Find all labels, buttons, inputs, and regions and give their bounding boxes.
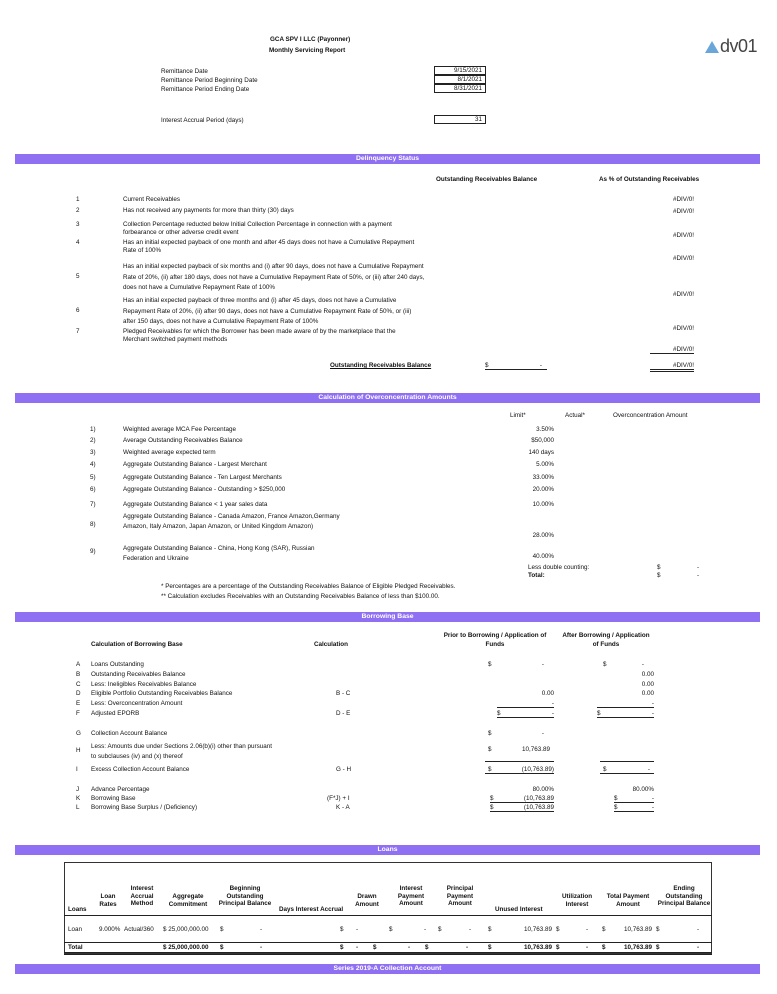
- overconc-row-limit: 40.00%: [532, 553, 554, 560]
- loans-col-principal-payment: Principal Payment Amount: [446, 885, 474, 907]
- bb-row-prior: (10,763.89): [521, 766, 554, 773]
- bb-row-prior: (10,763.89: [523, 804, 554, 811]
- delinquency-row-pct: #DIV/0!: [673, 325, 694, 332]
- bb-col-after-line1: After Borrowing / Application: [562, 632, 650, 639]
- loans-total-drawn: -: [356, 944, 359, 951]
- currency-symbol: $: [614, 795, 618, 802]
- overconc-row-limit: 10.00%: [532, 501, 554, 508]
- currency-symbol: $: [373, 944, 377, 951]
- loans-total-ending: -: [697, 944, 700, 951]
- overconc-row-number: 9): [90, 548, 96, 555]
- bb-row-after-cell: [614, 804, 654, 812]
- overconc-row-limit: 5.00%: [536, 461, 554, 468]
- bb-row-text: Outstanding Receivables Balance: [91, 671, 186, 678]
- currency-symbol: $: [488, 766, 492, 773]
- currency-symbol: $: [602, 926, 606, 933]
- loans-header-rule: [64, 915, 712, 916]
- loan-row-method: Actual/360: [124, 926, 154, 933]
- currency-symbol: $: [220, 944, 224, 951]
- loan-row-utilization: -: [586, 926, 589, 933]
- delinquency-row-pct: #DIV/0!: [650, 346, 694, 354]
- bb-row-calc: (F*J) + I: [327, 795, 350, 802]
- overconc-row-number: 1): [90, 426, 96, 433]
- loans-total-utilization: -: [586, 944, 589, 951]
- overconc-row-number: 2): [90, 437, 96, 444]
- bb-row-prior: 0.00: [541, 690, 554, 697]
- bb-row-prior: -: [541, 730, 544, 737]
- bb-row-after: -: [597, 700, 654, 708]
- bb-row-prior: -: [497, 700, 554, 708]
- bb-row-calc: B - C: [336, 690, 351, 697]
- overconc-row-number: 5): [90, 474, 96, 481]
- bb-row-text: Adjusted EPORB: [91, 710, 140, 717]
- bb-row-text: Less: Overconcentration Amount: [91, 700, 183, 707]
- bb-row-prior: (10,763.89: [523, 795, 554, 802]
- logo-text: dv01: [720, 36, 758, 56]
- bb-row-after-cell: [614, 795, 654, 803]
- delinquency-row-number: 5: [76, 273, 80, 280]
- period-begin-value: 8/1/2021: [434, 75, 486, 84]
- bb-row-after: -: [651, 710, 654, 717]
- delinquency-row-number: 3: [76, 221, 80, 228]
- currency-symbol: $: [490, 795, 494, 802]
- currency-symbol: $: [556, 944, 560, 951]
- delinquency-row-pct: #DIV/0!: [673, 208, 694, 215]
- delinquency-row-number: 1: [76, 196, 80, 203]
- currency-symbol: $: [497, 710, 501, 717]
- col-overconcentration-amount: Overconcentration Amount: [613, 412, 688, 419]
- loans-col-accrual-method: Interest Accrual Method: [130, 885, 154, 907]
- currency-symbol: $: [488, 746, 492, 753]
- overconc-row-limit: 3.50%: [536, 426, 554, 433]
- overconc-row-text: Weighted average MCA Fee Percentage: [123, 426, 236, 433]
- delinquency-col-percent: As % of Outstanding Receivables: [599, 176, 700, 183]
- remittance-date-value: 9/15/2021: [434, 66, 486, 75]
- delinquency-row-text: Pledged Receivables for which the Borrower has been made aware of by the marketplace that the Merchant switched payment methods: [123, 328, 396, 343]
- delinquency-row-number: 7: [76, 328, 80, 335]
- loans-total-name: Total: [68, 944, 83, 951]
- loans-table-frame: [64, 862, 712, 954]
- bb-row-text: Borrowing Base: [91, 795, 136, 802]
- loans-section-header: Loans: [15, 845, 760, 855]
- delinquency-row-number: 4: [76, 239, 80, 246]
- bb-row-after-cell: [600, 761, 654, 774]
- borrowing-base-section-header: Borrowing Base: [15, 612, 760, 622]
- col-limit: Limit*: [510, 412, 526, 419]
- currency-symbol: $: [485, 362, 489, 369]
- bb-row-after: 0.00: [641, 681, 654, 688]
- currency-symbol: $: [602, 944, 606, 951]
- bb-row-prior-cell: [497, 710, 554, 718]
- dv01-logo: [705, 36, 757, 57]
- delinquency-row-pct: #DIV/0!: [673, 255, 694, 262]
- bb-row-letter: B: [76, 671, 81, 678]
- loan-row-name: Loan: [68, 926, 83, 933]
- currency-symbol: $: [603, 661, 607, 668]
- overconc-row-limit: 33.00%: [532, 474, 554, 481]
- overconc-row-limit: $50,000: [531, 437, 554, 444]
- bb-col-calc-of: Calculation of Borrowing Base: [91, 641, 183, 648]
- bb-row-after: 0.00: [641, 690, 654, 697]
- bb-row-after-cell: [597, 710, 654, 718]
- bb-col-after-line2: of Funds: [592, 641, 620, 648]
- loans-total-commitment: $ 25,000,000.00: [163, 944, 209, 951]
- bb-row-text: Loans Outstanding: [91, 661, 144, 668]
- currency-symbol: $: [220, 926, 224, 933]
- loans-col-ending-balance: Ending Outstanding Principal Balance: [657, 885, 711, 907]
- currency-symbol: $: [603, 766, 607, 773]
- loan-row-principal: -: [469, 926, 472, 933]
- bb-row-text: Advance Percentage: [91, 786, 150, 793]
- delinquency-row-pct: #DIV/0!: [673, 232, 694, 239]
- loans-total-rule-top: [64, 942, 712, 943]
- currency-symbol: $: [488, 926, 492, 933]
- loans-col-commitment: Aggregate Commitment: [168, 893, 208, 908]
- loan-row-total: 10,763.89: [623, 926, 652, 933]
- currency-symbol: $: [657, 564, 661, 571]
- bb-row-text: Borrowing Base Surplus / (Deficiency): [91, 804, 198, 811]
- delinquency-row-pct: #DIV/0!: [673, 291, 694, 298]
- col-actual: Actual*: [565, 412, 585, 419]
- bb-row-text: Collection Account Balance: [91, 730, 168, 737]
- bb-row-prior-cell: [485, 761, 554, 774]
- bb-row-after: -: [647, 766, 650, 773]
- bb-row-letter: H: [76, 747, 81, 754]
- delinquency-total-value: -: [539, 362, 542, 369]
- triangle-logo-icon: [705, 41, 719, 53]
- bb-row-after: 80.00%: [632, 786, 654, 793]
- loans-col-drawn: Drawn Amount: [355, 893, 379, 908]
- bb-row-text: Excess Collection Account Balance: [91, 766, 190, 773]
- overconc-row-text: Aggregate Outstanding Balance - Ten Largest Merchants: [123, 474, 282, 481]
- overconc-row-number: 4): [90, 461, 96, 468]
- delinquency-row-text: Collection Percentage reducted below Initial Collection Percentage in connection with a payment forbearance or other adverse credit event: [123, 221, 392, 236]
- currency-symbol: $: [556, 926, 560, 933]
- report-title: Monthly Servicing Report: [269, 47, 346, 54]
- delinquency-total-label: Outstanding Receivables Balance: [330, 362, 432, 369]
- loans-col-begin-balance: Beginning Outstanding Principal Balance: [218, 885, 272, 907]
- collection-account-section-header: Series 2019-A Collection Account: [15, 964, 760, 974]
- currency-symbol: $: [438, 926, 442, 933]
- loan-row-rate: 9.000%: [99, 926, 121, 933]
- loans-total-total: 10,763.89: [623, 944, 652, 951]
- bb-col-calculation: Calculation: [314, 641, 348, 648]
- delinquency-row-text: Has an initial expected payback of one month and after 45 days does not have a Cumulative Repayment Rate of 100%: [123, 239, 415, 254]
- loans-col-utilization-interest: Utilization Interest: [561, 893, 593, 908]
- bb-row-prior-cell: [490, 795, 554, 803]
- company-name: GCA SPV I LLC (Payonner): [270, 36, 351, 43]
- loans-col-days-accrual: Days Interest Accrual: [279, 906, 344, 913]
- loans-col-interest-payment: Interest Payment Amount: [397, 885, 425, 907]
- overconc-row-text: Aggregate Outstanding Balance - Largest Merchant: [123, 461, 267, 468]
- overconc-row-number: 3): [90, 449, 96, 456]
- currency-symbol: $: [488, 944, 492, 951]
- accrual-period-label: Interest Accrual Period (days): [161, 117, 244, 124]
- less-double-counting-value: -: [697, 564, 700, 571]
- period-begin-label: Remittance Period Beginning Date: [161, 77, 258, 84]
- overconc-row-limit: 28.00%: [532, 532, 554, 539]
- loan-row-interest: -: [424, 926, 427, 933]
- bb-row-prior: -: [541, 661, 544, 668]
- overconc-row-limit: 20.00%: [532, 486, 554, 493]
- currency-symbol: $: [340, 926, 344, 933]
- overconc-row-text: Aggregate Outstanding Balance - Canada Amazon, France Amazon,Germany Amazon, Italy Amazon, Japan Amazon, or United Kingdom Amazon): [123, 513, 340, 530]
- loans-total-begin: -: [260, 944, 263, 951]
- bb-row-prior: 10,763.89: [521, 746, 550, 753]
- delinquency-total-balance: [485, 362, 547, 370]
- bb-row-text: Less: Amounts due under Sections 2.06(b)(i) other than pursuant to subclauses (iv) and (x) thereof: [91, 743, 272, 760]
- loans-total-interest: -: [408, 944, 411, 951]
- bb-row-letter: E: [76, 700, 81, 707]
- overconc-row-number: 7): [90, 501, 96, 508]
- currency-symbol: $: [657, 572, 661, 579]
- bb-row-letter: A: [76, 661, 81, 668]
- loans-total-unused: 10,763.89: [523, 944, 552, 951]
- footnote-percentages: * Percentages are a percentage of the Outstanding Receivables Balance of Eligible Pledged Receivables.: [161, 583, 456, 590]
- currency-symbol: $: [425, 944, 429, 951]
- bb-row-letter: F: [76, 710, 80, 717]
- footnote-exclusions: ** Calculation excludes Receivables with an Outstanding Receivables Balance of less than $100.00.: [161, 593, 440, 600]
- delinquency-row-number: 6: [76, 307, 80, 314]
- overconc-row-number: 6): [90, 486, 96, 493]
- currency-symbol: $: [488, 661, 492, 668]
- delinquency-row-pct: #DIV/0!: [673, 196, 694, 203]
- bb-row-letter: I: [76, 766, 78, 773]
- delinquency-col-balance: Outstanding Receivables Balance: [436, 176, 538, 183]
- delinquency-row-text: Has an initial expected payback of three months and (i) after 45 days, does not have a Cumulative Repayment Rate of 20%, (ii) after 90 days, does not have a Cumulative Repayment Rate of 50%, or (iii) after 150 days, does not have a Cumulative Repayment Rate of 100%: [123, 297, 412, 325]
- loans-col-total-payment: Total Payment Amount: [606, 893, 650, 908]
- overconc-total-value: -: [697, 572, 700, 579]
- bb-row-calc: G - H: [336, 766, 352, 773]
- less-double-counting-label: Less double counting:: [528, 564, 590, 571]
- loan-row-commitment: $ 25,000,000.00: [163, 926, 209, 933]
- currency-symbol: $: [490, 804, 494, 811]
- bb-row-after: -: [651, 804, 654, 811]
- currency-symbol: $: [614, 804, 618, 811]
- bb-row-letter: C: [76, 681, 81, 688]
- overconc-row-text: Aggregate Outstanding Balance - Outstanding > $250,000: [123, 486, 286, 493]
- overconcentration-section-header: Calculation of Overconcentration Amounts: [15, 393, 760, 403]
- currency-symbol: $: [656, 926, 660, 933]
- overconc-total-label: Total:: [528, 572, 545, 579]
- period-end-value: 8/31/2021: [434, 84, 486, 93]
- loan-row-ending: -: [697, 926, 700, 933]
- bb-col-prior-line1: Prior to Borrowing / Application of: [443, 632, 547, 639]
- loan-row-unused: 10,763.89: [523, 926, 552, 933]
- delinquency-row-number: 2: [76, 207, 80, 214]
- bb-row-calc: K - A: [336, 804, 350, 811]
- bb-row-after: 0.00: [641, 671, 654, 678]
- bb-row-letter: D: [76, 690, 81, 697]
- bb-row-prior-cell: [490, 804, 554, 812]
- bb-row-text: Less: Ineligibles Receivables Balance: [91, 681, 197, 688]
- overconc-row-text: Weighted average expected term: [123, 449, 216, 456]
- currency-symbol: $: [488, 730, 492, 737]
- bb-row-letter: K: [76, 795, 81, 802]
- delinquency-row-text: Has not received any payments for more than thirty (30) days: [123, 207, 294, 214]
- delinquency-total-pct: #DIV/0!: [650, 362, 694, 372]
- loans-total-rule-bottom: [64, 952, 712, 955]
- loans-col-loans: Loans: [68, 906, 87, 913]
- delinquency-row-text: Current Receivables: [123, 196, 181, 203]
- bb-row-text: Eligible Portfolio Outstanding Receivables Balance: [91, 690, 233, 697]
- overconc-row-limit: 140 days: [528, 449, 554, 456]
- loan-row-drawn: -: [356, 926, 359, 933]
- bb-row-letter: J: [76, 786, 80, 793]
- loans-total-principal: -: [466, 944, 469, 951]
- delinquency-section-header: Delinquency Status: [15, 154, 760, 164]
- remittance-date-label: Remittance Date: [161, 68, 208, 75]
- currency-symbol: $: [340, 944, 344, 951]
- bb-row-prior: -: [551, 710, 554, 717]
- bb-row-after: -: [641, 661, 644, 668]
- bb-row-letter: L: [76, 804, 80, 811]
- bb-col-prior-line2: Funds: [485, 641, 505, 648]
- bb-row-prior: 80.00%: [532, 786, 554, 793]
- overconc-row-text: Average Outstanding Receivables Balance: [123, 437, 243, 444]
- currency-symbol: $: [597, 710, 601, 717]
- overconc-row-text: Aggregate Outstanding Balance - China, Hong Kong (SAR), Russian Federation and Ukraine: [123, 545, 315, 562]
- currency-symbol: $: [656, 944, 660, 951]
- loan-row-begin: -: [260, 926, 263, 933]
- currency-symbol: $: [389, 926, 393, 933]
- bb-row-letter: G: [76, 730, 81, 737]
- overconc-row-number: 8): [90, 521, 96, 528]
- accrual-period-value: 31: [434, 115, 486, 124]
- bb-row-calc: D - E: [336, 710, 351, 717]
- period-end-label: Remittance Period Ending Date: [161, 86, 250, 93]
- overconc-row-text: Aggregate Outstanding Balance < 1 year sales data: [123, 501, 268, 508]
- loans-col-loan-rates: Loan Rates: [99, 893, 117, 908]
- bb-row-after: -: [651, 795, 654, 802]
- loans-col-unused-interest: Unused Interest: [495, 906, 543, 913]
- delinquency-row-text: Has an initial expected payback of six months and (i) after 90 days, does not have a Cumulative Repayment Rate of 20%, (ii) after 180 days, does not have a Cumulative Repayment Rate of 50%, or (iii) after 240 days, does not have a Cumulative Repayment Rate of 100%: [123, 263, 425, 291]
